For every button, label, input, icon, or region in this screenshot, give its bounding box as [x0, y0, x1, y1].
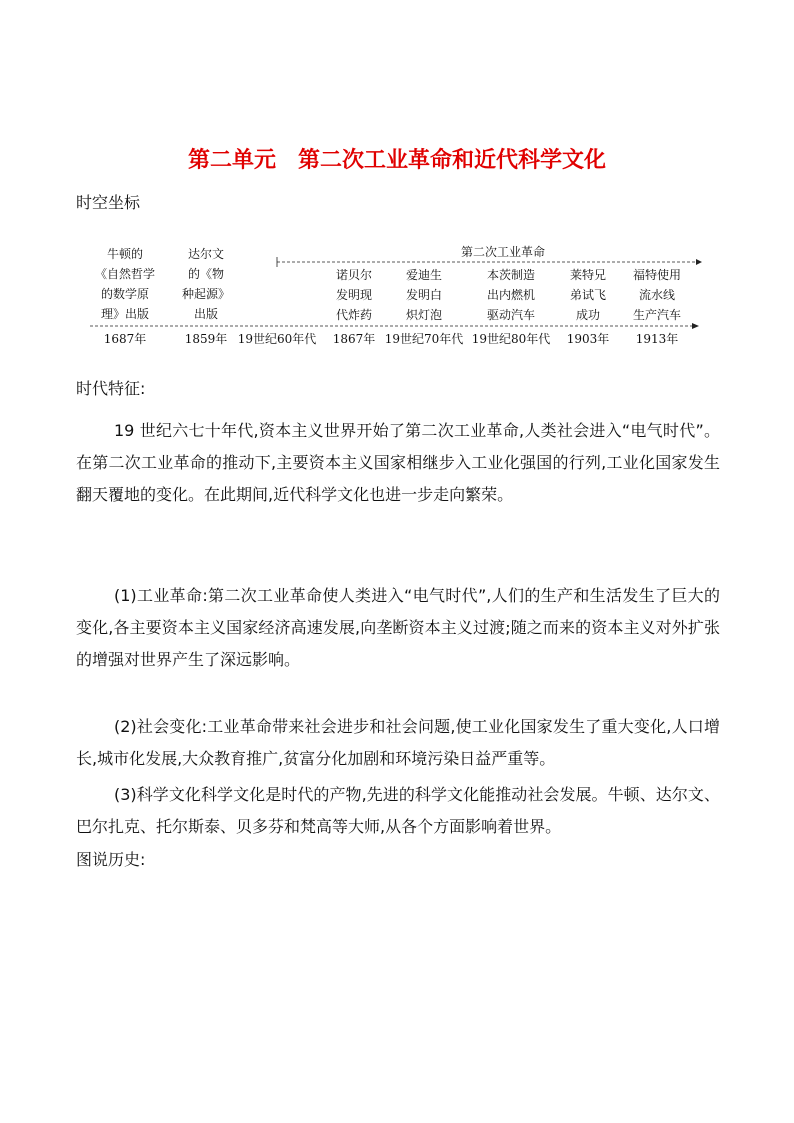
- timeline-event-7-line-2: 生产汽车: [632, 308, 682, 322]
- timeline-event-0-line-0: 牛顿的: [106, 247, 144, 261]
- timeline-year-6: 1903年: [566, 332, 610, 346]
- section-pictures-label: 图说历史:: [76, 850, 146, 869]
- timeline-event-0-line-2: 的数学原: [100, 287, 150, 301]
- timeline-event-6-line-2: 成功: [575, 308, 601, 322]
- timeline-event-6-line-1: 弟试飞: [569, 288, 607, 302]
- section-timeline-label: 时空坐标: [76, 193, 141, 212]
- timeline-year-4: 19世纪70年代: [384, 332, 464, 346]
- timeline-event-5-line-1: 出内燃机: [486, 288, 536, 302]
- timeline-event-7-line-0: 福特使用: [632, 268, 682, 282]
- timeline-event-1-line-0: 达尔文: [187, 247, 225, 261]
- timeline-event-3-line-0: 诺贝尔: [335, 268, 373, 282]
- page-title: 第二单元 第二次工业革命和近代科学文化: [187, 148, 606, 173]
- range-arrow: [696, 259, 702, 265]
- timeline-event-4-line-0: 爱迪生: [405, 268, 443, 282]
- timeline-event-1-line-3: 出版: [193, 307, 219, 321]
- axis-arrow: [692, 323, 699, 329]
- timeline-year-2: 19世纪60年代: [237, 332, 317, 346]
- timeline-event-4-line-1: 发明白: [405, 288, 443, 302]
- timeline-event-6-line-0: 莱特兄: [569, 268, 607, 282]
- timeline-event-4-line-2: 炽灯泡: [405, 308, 443, 322]
- section-features-label: 时代特征:: [76, 379, 146, 398]
- timeline-event-7-line-1: 流水线: [638, 288, 676, 302]
- timeline-event-1-line-1: 的《物: [187, 267, 225, 281]
- timeline-event-3-line-1: 发明现: [335, 288, 373, 302]
- timeline-year-5: 19世纪80年代: [471, 332, 551, 346]
- timeline-event-0-line-3: 理》出版: [100, 307, 150, 321]
- timeline-year-1: 1859年: [184, 332, 228, 346]
- timeline-event-3-line-2: 代炸药: [335, 308, 373, 322]
- paragraph-social-change: (2)社会变化:工业革命带来社会进步和社会问题,使工业化国家发生了重大变化,人口增长,城市化发展,大众教育推广,贫富分化加剧和环境污染日益严重等。: [76, 717, 720, 768]
- paragraph-intro: 19 世纪六七十年代,资本主义世界开始了第二次工业革命,人类社会进入“电气时代”。在第二次工业革命的推动下,主要资本主义国家相继步入工业化强国的行列,工业化国家发生翻天覆地的变化。在此期间,近代科学文化也进一步走向繁荣。: [76, 421, 720, 504]
- timeline-event-5-line-0: 本茨制造: [486, 268, 536, 282]
- timeline-year-7: 1913年: [635, 332, 679, 346]
- timeline-event-5-line-2: 驱动汽车: [486, 308, 536, 322]
- timeline-year-0: 1687年: [103, 332, 147, 346]
- timeline-year-3: 1867年: [332, 332, 376, 346]
- paragraph-industrial-revolution: (1)工业革命:第二次工业革命使人类进入“电气时代”,人们的生产和生活发生了巨大的变化,各主要资本主义国家经济高速发展,向垄断资本主义过渡;随之而来的资本主义对外扩张的增强对世界产生了深远影响。: [76, 586, 720, 669]
- range-label: 第二次工业革命: [460, 245, 546, 259]
- timeline-event-1-line-2: 种起源》: [181, 287, 231, 301]
- paragraph-science-culture: (3)科学文化科学文化是时代的产物,先进的科学文化能推动社会发展。牛顿、达尔文、巴尔扎克、托尔斯泰、贝多芬和梵高等大师,从各个方面影响着世界。: [76, 785, 720, 836]
- timeline-event-0-line-1: 《自然哲学: [94, 267, 156, 281]
